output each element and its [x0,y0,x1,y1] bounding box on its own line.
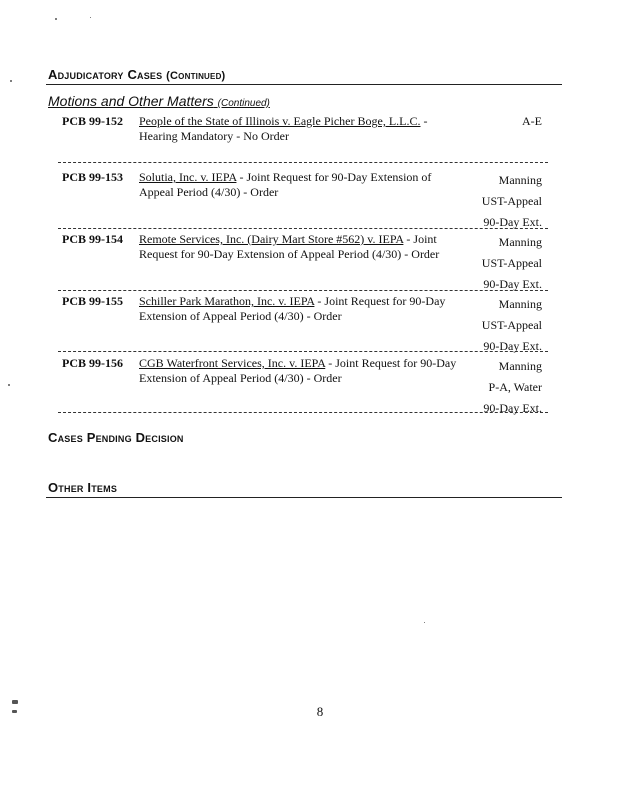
case-number: PCB 99-156 [62,356,123,370]
divider [58,162,548,163]
case-title: Schiller Park Marathon, Inc. v. IEPA [139,294,315,308]
case-action: - Joint Request for 90-Day Extension of Appeal Period (4/30) - Order [139,356,457,385]
case-assignment-line: Manning [498,297,542,311]
scan-speck [10,80,12,82]
case-action: - Joint Request for 90-Day Extension of Appeal Period (4/30) - Order [139,170,432,199]
subheading-motions [48,93,270,109]
section-heading-other [48,480,117,495]
heading-text: Cases Pending Decision [48,430,184,445]
heading-text: Adjudicatory Cases [48,67,163,82]
section-heading-pending [48,430,184,445]
case-description [139,114,464,144]
scan-speck [55,18,57,20]
case-assignment [482,170,542,233]
heading-continued: (Continued) [166,70,226,82]
case-title: CGB Waterfront Services, Inc. v. IEPA [139,356,326,370]
subheading-text: Motions and Other Matters [48,93,214,109]
scan-speck [424,622,425,623]
case-action: - Joint Request for 90-Day Extension of Appeal Period (4/30) - Order [139,294,446,323]
case-entry [58,114,548,154]
case-action: - Joint Request for 90-Day Extension of Appeal Period (4/30) - Order [139,232,440,261]
case-assignment-line: UST-Appeal [481,194,542,208]
case-assignment [522,114,542,129]
case-assignment-line: P-A, Water [488,380,542,394]
scan-speck [12,710,17,713]
divider [58,412,548,413]
case-title: People of the State of Illinois v. Eagle Picher Boge, L.L.C. [139,114,421,128]
case-assignment-line: 90-Day Ext. [483,277,542,291]
divider [58,228,548,229]
subheading-continued: (Continued) [217,98,270,109]
case-number: PCB 99-155 [62,294,123,308]
case-assignment-line: 90-Day Ext. [483,215,542,229]
divider [58,351,548,352]
divider [58,290,548,291]
case-entry [58,170,548,230]
scan-speck [90,17,91,18]
case-entry [58,356,548,416]
case-description [139,294,464,324]
case-assignment [482,294,542,357]
case-title: Remote Services, Inc. (Dairy Mart Store #562) v. IEPA [139,232,404,246]
case-assignment-line: UST-Appeal [481,256,542,270]
case-assignment [482,232,542,295]
case-assignment [483,356,542,419]
case-number: PCB 99-154 [62,232,123,246]
case-assignment-line: 90-Day Ext. [483,339,542,353]
case-number: PCB 99-153 [62,170,123,184]
case-entry [58,294,548,354]
case-assignment-line: 90-Day Ext. [483,401,542,415]
case-action: - Hearing Mandatory - No Order [139,114,428,143]
case-description [139,356,464,386]
scan-speck [12,700,18,704]
case-description [139,170,464,200]
case-assignment-line: Manning [498,359,542,373]
scan-speck [8,384,10,386]
case-title: Solutia, Inc. v. IEPA [139,170,237,184]
case-entry [58,232,548,292]
case-assignment-line: UST-Appeal [481,318,542,332]
heading-text: Other Items [48,480,118,495]
case-assignment-line: Manning [498,235,542,249]
case-description [139,232,464,262]
section-heading-adjudicatory [48,67,225,82]
case-number: PCB 99-152 [62,114,123,128]
page-number: 8 [316,704,324,719]
heading-rule [46,497,562,498]
heading-rule [46,84,562,85]
case-assignment-line: A-E [522,114,542,128]
case-assignment-line: Manning [498,173,542,187]
